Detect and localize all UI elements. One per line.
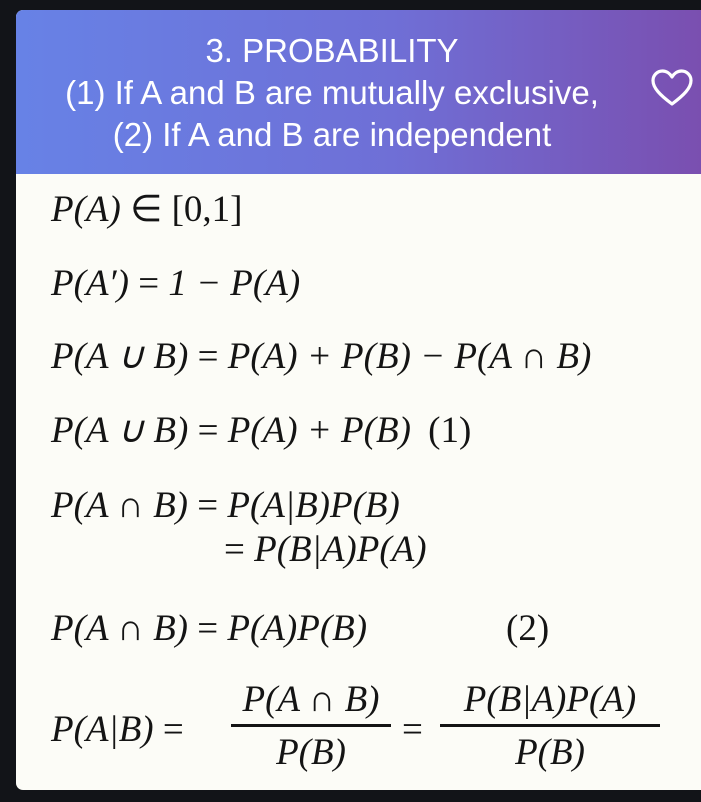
- range-rhs: [0,1]: [171, 189, 243, 230]
- heart-outline-icon[interactable]: [650, 68, 694, 108]
- intersection-relation-2: =: [224, 529, 245, 570]
- formula-card: [16, 10, 701, 790]
- independent-relation: =: [197, 608, 219, 649]
- bayes-relation-2: =: [402, 709, 423, 750]
- complement-rhs: 1 − P(A): [168, 263, 301, 304]
- bayes-numerator-1: P(A ∩ B): [242, 679, 380, 720]
- formula-union: [51, 335, 591, 379]
- independent-tag: (2): [506, 608, 550, 649]
- fraction-bar: [231, 724, 391, 727]
- intersection-rhs-1: P(A|B)P(B): [227, 485, 400, 526]
- formula-bayes-lhs: [51, 708, 184, 752]
- formula-union-exclusive: [51, 409, 471, 453]
- formula-intersection-alt: [224, 528, 427, 572]
- header-note-2: (2) If A and B are independent: [112, 116, 552, 153]
- range-lhs: P(A): [51, 189, 121, 230]
- complement-lhs: P(A′): [51, 263, 129, 304]
- formula-probability-range: [51, 188, 243, 232]
- bayes-lhs: P(A|B): [51, 709, 154, 750]
- bayes-numerator-2: P(B|A)P(A): [463, 679, 637, 720]
- union-exclusive-tag: (1): [428, 410, 472, 451]
- bayes-denominator-1: P(B): [276, 731, 346, 773]
- card-title: 3. PROBABILITY: [205, 32, 459, 69]
- card-header: [16, 10, 701, 174]
- independent-lhs: P(A ∩ B): [51, 608, 188, 649]
- intersection-rhs-2: P(B|A)P(A): [254, 529, 427, 570]
- bayes-fraction-2: [440, 678, 660, 775]
- union-exclusive-lhs: P(A ∪ B): [51, 410, 189, 451]
- union-exclusive-rhs: P(A) + P(B): [227, 410, 411, 451]
- formula-intersection: [51, 484, 400, 528]
- formula-intersection-independent: [51, 607, 367, 651]
- bayes-fraction-1: [231, 678, 391, 775]
- independent-rhs: P(A)P(B): [227, 608, 368, 649]
- union-relation: =: [197, 336, 219, 377]
- union-rhs: P(A) + P(B) − P(A ∩ B): [227, 336, 592, 377]
- bayes-denominator-2: P(B): [515, 731, 585, 773]
- formula-complement: [51, 262, 300, 306]
- fraction-bar: [440, 724, 660, 727]
- union-exclusive-relation: =: [197, 410, 219, 451]
- range-relation: ∈: [130, 189, 163, 230]
- union-lhs: P(A ∪ B): [51, 336, 189, 377]
- complement-relation: =: [138, 263, 160, 304]
- intersection-lhs: P(A ∩ B): [51, 485, 188, 526]
- intersection-relation: =: [197, 485, 219, 526]
- header-note-1: (1) If A and B are mutually exclusive,: [65, 74, 599, 111]
- bayes-relation: =: [162, 709, 184, 750]
